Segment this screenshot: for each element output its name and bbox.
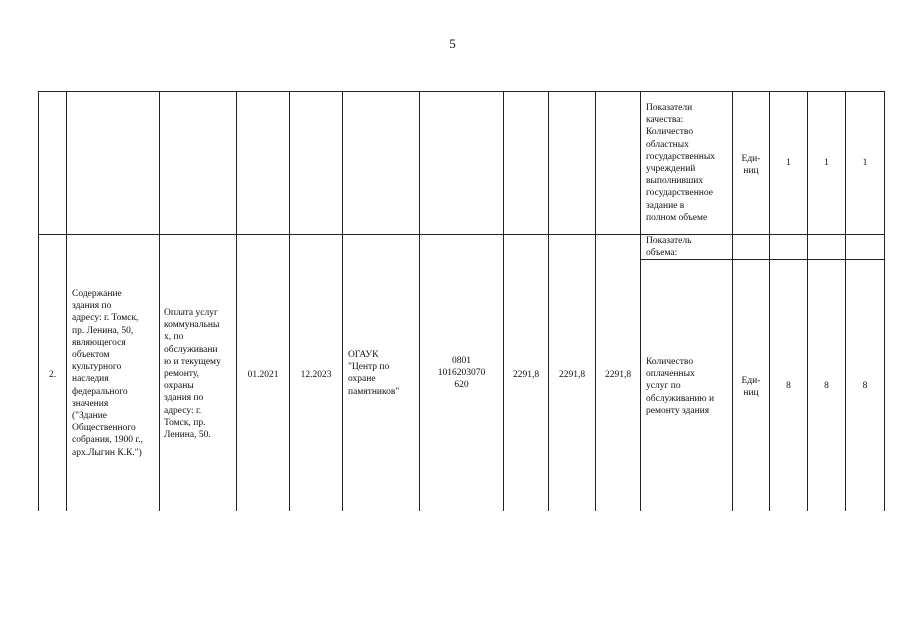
quality-value-2: 1	[824, 158, 829, 168]
quality-indicator: Показатели качества: Количество областных государственных учреждений выполнивших государственное задание в полном объеме	[646, 103, 716, 223]
amount-1: 2291,8	[512, 370, 540, 380]
quality-unit: Еди- ниц	[741, 154, 761, 177]
volume-value-3: 8	[862, 381, 868, 391]
executor: ОГАУК "Центр по охране памятников"	[348, 350, 400, 397]
quality-value-1: 1	[786, 158, 791, 168]
object-name: Содержание здания по адресу: г. Томск, пр. Ленина, 50, являющегося объектом культурного наследия федерального значения ("Здание Общественного собрания, 1900 г., арх.Лыгин К.К.")	[72, 289, 144, 458]
start-date: 01.2021	[247, 370, 279, 380]
row-number: 2.	[48, 370, 57, 380]
amount-3: 2291,8	[604, 370, 632, 380]
page-number: 5	[449, 36, 456, 51]
measure-description: Оплата услуг коммунальны х, по обслуживани ю и текущему ремонту, охраны здания по адресу: г. Томск, пр. Ленина, 50.	[164, 308, 221, 441]
volume-header: Показатель объема:	[646, 236, 692, 259]
amount-2: 2291,8	[558, 370, 586, 380]
quality-value-3: 1	[862, 158, 868, 168]
volume-unit: Еди- ниц	[741, 376, 761, 399]
budget-code: 0801 1016203070 620	[437, 356, 486, 391]
volume-indicator: Количество оплаченных услуг по обслуживанию и ремонту здания	[646, 357, 715, 416]
volume-value-2: 8	[824, 381, 829, 391]
end-date: 12.2023	[300, 370, 332, 380]
volume-value-1: 8	[786, 381, 791, 391]
